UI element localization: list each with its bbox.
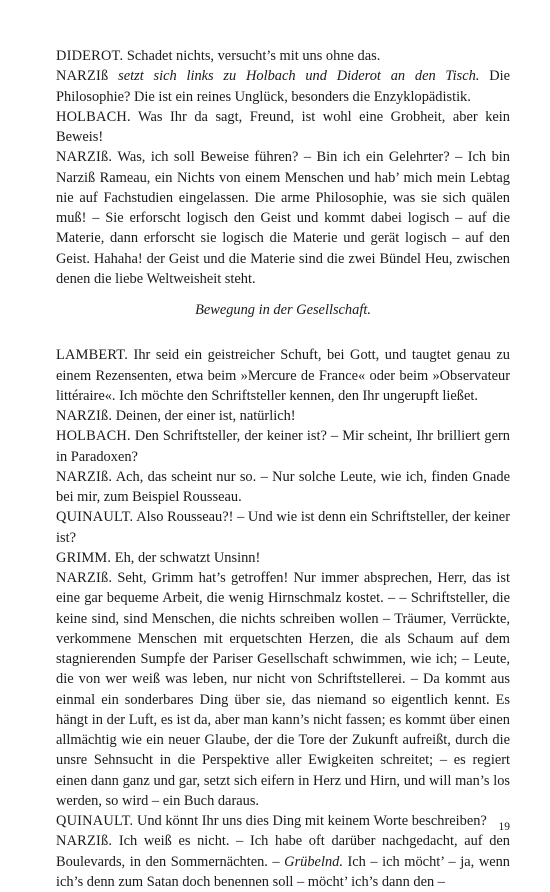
dialogue-line (56, 426, 510, 467)
speech-text: Ach, das scheint nur so. – Nur solche Leute, wie ich, finden Gnade bei mir, zum Beispiel Rousseau. (56, 468, 510, 505)
dialogue-line (56, 46, 510, 66)
speech-text: Ich weiß es nicht. – Ich habe oft darüber nachgedacht, auf den Boulevards, in den Sommernächten. – (56, 833, 510, 870)
speaker-name: NARZIß (56, 68, 109, 85)
dialogue-line (56, 548, 510, 568)
page-text (56, 46, 510, 892)
dialogue-line (56, 467, 510, 508)
stage-direction: Grübelnd. (284, 853, 343, 870)
speech-text: Die Philosophie? Die ist ein reines Unglück, besonders die Enzyklopädistik. (56, 68, 510, 105)
speaker-name: NARZIß. (56, 149, 113, 166)
speaker-name: GRIMM. (56, 549, 112, 566)
speech-text: Seht, Grimm hat’s getroffen! Nur immer absprechen, Herr, das ist eine gar bequeme Arbeit, die wenig Hirnschmalz kostet. – – Schriftsteller, die keine sind, sind Menschen, die nichts schreiben wollen – Träumer, Verrückte, verkommene Menschen mit erquetschten Herzen, die als Schaum auf dem stagnierenden Sumpfe der Pariser Gesellschaft schwimmen, wie ich; – Leute, die von wer weiß was leben, nur nicht von Schriftstellerei. – Da kommt aus einmal ein sonderbares Ding über sie, das niemand so eigentlich kennt. Es hängt in der Luft, es ist da, aber man kann’s nicht fassen; es kommt über einen allmächtig wie ein neuer Glaube, der die Tore der Zukunft aufreißt, durch die unsre Sehnsucht in die Perspektive aller Ewigkeiten schreitet; – es regiert einen dann ganz und gar, setzt sich eifern in Herz und Hirn, und will man’s los werden, so wird – ein Buch daraus. (56, 570, 510, 809)
stage-direction: setzt sich links zu Holbach und Diderot an den Tisch. (118, 68, 480, 85)
dialogue-line (56, 507, 510, 548)
speech-text: Den Schriftsteller, der keiner ist? – Mir scheint, Ihr brilliert gern in Paradoxen? (56, 428, 510, 465)
speech-text: Ich – ich möcht’ – ja, wenn ich’s denn zum Satan doch benennen soll – möcht’ ich’s dann den – (56, 853, 510, 890)
speech-text: Eh, der schwatzt Unsinn! (114, 549, 261, 566)
speaker-name: NARZIß. (56, 570, 113, 586)
dialogue-line (56, 831, 510, 892)
speaker-name: HOLBACH. (56, 428, 131, 445)
speaker-name: QUINAULT. (56, 509, 134, 526)
dialogue-line (56, 66, 510, 107)
speech-text: Was Ihr da sagt, Freund, ist wohl eine Grobheit, aber kein Beweis! (56, 108, 510, 145)
speaker-name: NARZIß. (56, 408, 113, 424)
speech-text: Deinen, der einer ist, natürlich! (115, 408, 296, 424)
speaker-name: LAMBERT. (56, 347, 129, 364)
speech-text: Und könnt Ihr uns dies Ding mit keinem Worte beschreiben? (136, 813, 487, 829)
speech-text: Schadet nichts, versucht’s mit uns ohne das. (126, 48, 381, 64)
dialogue-after (56, 345, 510, 892)
scene-heading: Bewegung in der Gesellschaft. (195, 302, 371, 318)
speech-text: Was, ich soll Beweise führen? – Bin ich ein Gelehrter? – Ich bin Narziß Rameau, ein Nichts von einem Menschen und hab’ mich mein Lebtag nie auf Fachstudien eingelassen. Die arme Philosophie, was sie sich quälen muß! – Sie erforscht logisch den Geist und kommt dabei logisch – auf die Materie, dann erforscht sie logisch die Materie und gerät logisch – auf den Geist. Hahaha! der Geist und die Materie sind die zwei Bündel Heu, zwischen denen die liebe Weltweisheit steht. (56, 149, 510, 287)
dialogue-line (56, 811, 510, 831)
speaker-name: QUINAULT. (56, 813, 134, 829)
speaker-name: DIDEROT. (56, 48, 124, 64)
dialogue-line (56, 147, 510, 289)
dialogue-line (56, 107, 510, 148)
page-number: 19 (498, 821, 510, 833)
speaker-name: NARZIß. (56, 468, 113, 485)
speaker-name: HOLBACH. (56, 108, 131, 125)
dialogue-line (56, 406, 510, 426)
speech-text: Also Rousseau?! – Und wie ist denn ein Schriftsteller, der keiner ist? (56, 509, 510, 546)
dialogue-line (56, 345, 510, 406)
speaker-name: NARZIß. (56, 833, 113, 850)
dialogue-line (56, 568, 510, 811)
speech-text: Ihr seid ein geistreicher Schuft, bei Gott, und taugtet genau zu einem Rezensenten, etwa beim »Mercure de France« oder beim »Observateur littéraire«. Ich möchte den Schriftsteller kennen, den Ihr ungerupft ließet. (56, 347, 510, 404)
dialogue-before (56, 46, 510, 289)
